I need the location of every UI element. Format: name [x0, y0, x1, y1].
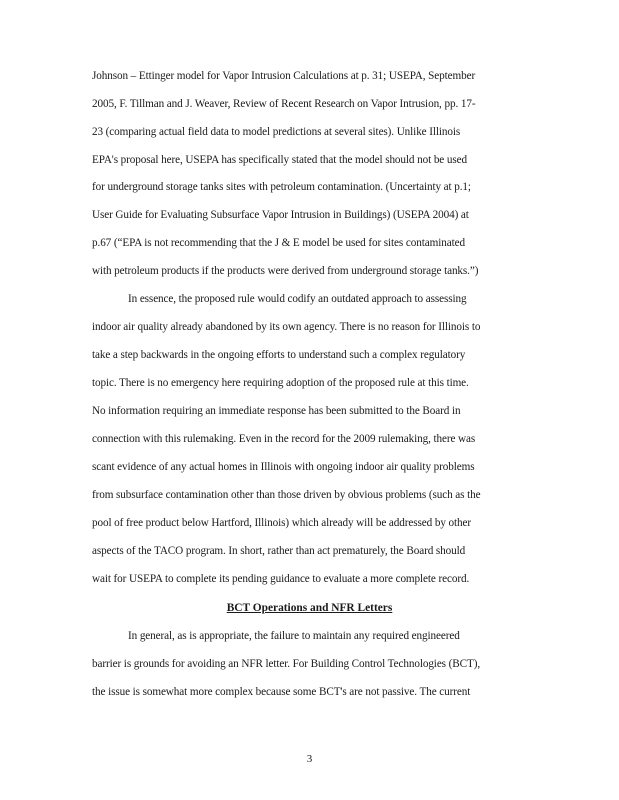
- text-line: EPA's proposal here, USEPA has specifically stated that the model should not be used: [92, 154, 467, 166]
- text-line: from subsurface contamination other than those driven by obvious problems (such as the: [92, 489, 481, 501]
- text-line: take a step backwards in the ongoing efforts to understand such a complex regulatory: [92, 349, 466, 361]
- text-line: In essence, the proposed rule would codify an outdated approach to assessing: [128, 293, 467, 305]
- text-line: 23 (comparing actual field data to model predictions at several sites). Unlike Illinois: [92, 126, 461, 138]
- text-line: indoor air quality already abandoned by its own agency. There is no reason for Illinois to: [92, 321, 481, 333]
- text-line: for underground storage tanks sites with petroleum contamination. (Uncertainty at p.1;: [92, 181, 471, 193]
- section-heading: BCT Operations and NFR Letters: [226, 602, 393, 614]
- text-line: barrier is grounds for avoiding an NFR letter. For Building Control Technologies (BCT),: [92, 658, 481, 670]
- text-line: aspects of the TACO program. In short, rather than act prematurely, the Board should: [92, 545, 466, 557]
- text-line: scant evidence of any actual homes in Illinois with ongoing indoor air quality problems: [92, 461, 475, 473]
- text-line: with petroleum products if the products were derived from underground storage tanks.”): [92, 265, 479, 277]
- text-line: topic. There is no emergency here requiring adoption of the proposed rule at this time.: [92, 377, 469, 389]
- text-line: connection with this rulemaking. Even in the record for the 2009 rulemaking, there was: [92, 433, 476, 445]
- text-line: User Guide for Evaluating Subsurface Vapor Intrusion in Buildings) (USEPA 2004) at: [92, 209, 469, 221]
- text-line: p.67 (“EPA is not recommending that the J & E model be used for sites contaminated: [92, 237, 465, 249]
- text-line: pool of free product below Hartford, Illinois) which already will be addressed by other: [92, 517, 472, 529]
- text-line: the issue is somewhat more complex because some BCT's are not passive. The current: [92, 686, 471, 698]
- text-line: No information requiring an immediate response has been submitted to the Board in: [92, 405, 461, 417]
- page-number: 3: [306, 753, 313, 765]
- text-line: 2005, F. Tillman and J. Weaver, Review of Recent Research on Vapor Intrusion, pp. 17-: [92, 98, 476, 110]
- text-line: Johnson – Ettinger model for Vapor Intrusion Calculations at p. 31; USEPA, September: [92, 70, 476, 82]
- text-line: In general, as is appropriate, the failure to maintain any required engineered: [128, 630, 460, 642]
- text-line: wait for USEPA to complete its pending guidance to evaluate a more complete record.: [92, 573, 470, 585]
